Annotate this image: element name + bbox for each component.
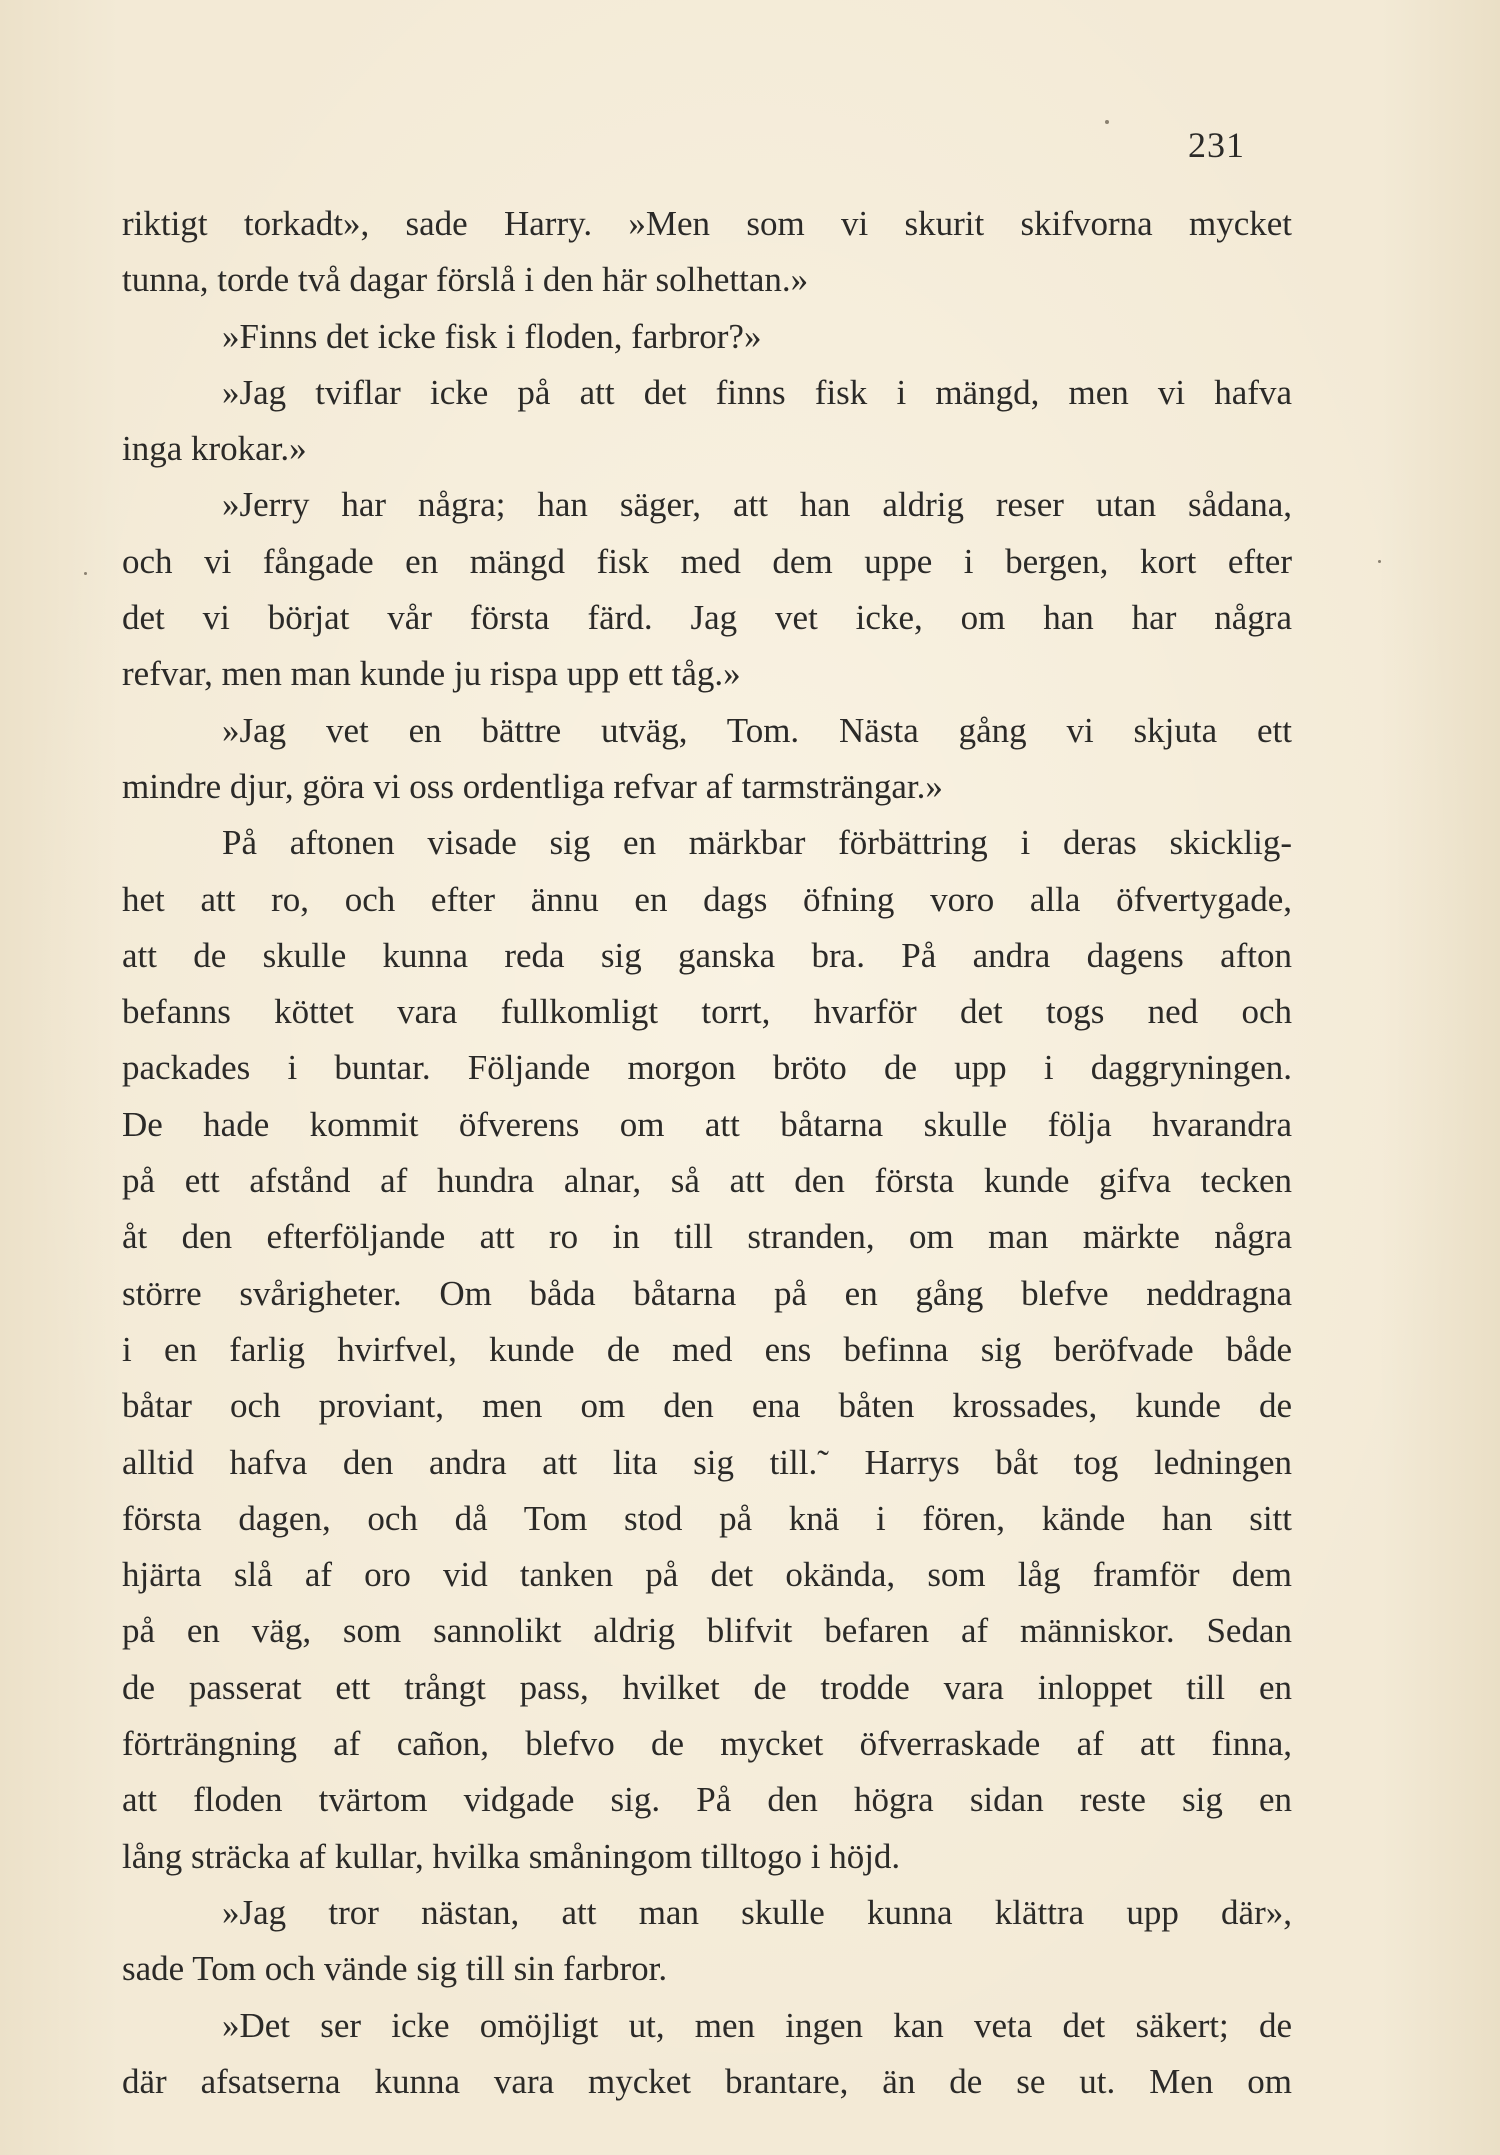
text-line: lång sträcka af kullar, hvilka småningom tilltogo i höjd. [122,1836,901,1876]
text-line: första dagen, och då Tom stod på knä i fören, kände han sitt [122,1498,1292,1538]
text-line: »Jerry har några; han säger, att han aldrig reser utan sådana, [222,485,1292,525]
text-line: i en farlig hvirfvel, kunde de med ens befinna sig beröfvade både [122,1329,1292,1369]
text-line: det vi börjat vår första färd. Jag vet icke, om han har några [122,598,1292,638]
page-number: 231 [1188,125,1245,165]
paper-speck [1105,120,1109,124]
text-line: »Jag tviflar icke på att det finns fisk i mängd, men vi hafva [222,372,1292,412]
text-line: förträngning af cañon, blefvo de mycket öfverraskade af att finna, [122,1724,1292,1764]
text-line: het att ro, och efter ännu en dags öfning voro alla öfvertygade, [122,879,1292,919]
paper-speck [1378,560,1381,563]
body-text [122,196,1292,2110]
text-line: »Finns det icke fisk i floden, farbror?» [222,316,762,356]
text-line: där afsatserna kunna vara mycket brantare, än de se ut. Men om [122,2061,1292,2101]
text-line: hjärta slå af oro vid tanken på det okända, som låg framför dem [122,1555,1292,1595]
text-line: på ett afstånd af hundra alnar, så att den första kunde gifva tecken [122,1161,1292,1201]
text-line: båtar och proviant, men om den ena båten krossades, kunde de [122,1386,1292,1426]
text-line: sade Tom och vände sig till sin farbror. [122,1949,668,1989]
text-line: åt den efterföljande att ro in till stranden, om man märkte några [122,1217,1292,1257]
text-line: packades i buntar. Följande morgon bröto de upp i daggryningen. [122,1048,1292,1088]
text-line: tunna, torde två dagar förslå i den här solhettan.» [122,260,809,300]
text-line: att de skulle kunna reda sig ganska bra. På andra dagens afton [122,935,1292,975]
text-line: och vi fångade en mängd fisk med dem uppe i bergen, kort efter [122,541,1292,581]
text-line: de passerat ett trångt pass, hvilket de trodde vara inloppet till en [122,1667,1292,1707]
text-line: alltid hafva den andra att lita sig till.˜ Harrys båt tog ledningen [122,1442,1292,1482]
text-line: befanns köttet vara fullkomligt torrt, hvarför det togs ned och [122,992,1292,1032]
text-line: större svårigheter. Om båda båtarna på en gång blefve neddragna [122,1273,1292,1313]
text-line: »Jag tror nästan, att man skulle kunna klättra upp där», [222,1892,1292,1932]
paper-speck [84,572,87,575]
text-line: att floden tvärtom vidgade sig. På den högra sidan reste sig en [122,1780,1292,1820]
text-line: På aftonen visade sig en märkbar förbättring i deras skicklig- [222,823,1292,863]
text-line: på en väg, som sannolikt aldrig blifvit befaren af människor. Sedan [122,1611,1292,1651]
text-line: inga krokar.» [122,429,307,469]
text-line: riktigt torkadt», sade Harry. »Men som vi skurit skifvorna mycket [122,204,1292,243]
text-line: »Jag vet en bättre utväg, Tom. Nästa gång vi skjuta ett [222,710,1292,750]
text-line: De hade kommit öfverens om att båtarna skulle följa hvarandra [122,1104,1292,1144]
text-line: »Det ser icke omöjligt ut, men ingen kan veta det säkert; de [222,2005,1292,2045]
text-line: mindre djur, göra vi oss ordentliga refvar af tarmsträngar.» [122,766,943,806]
text-line: refvar, men man kunde ju rispa upp ett tåg.» [122,654,741,694]
